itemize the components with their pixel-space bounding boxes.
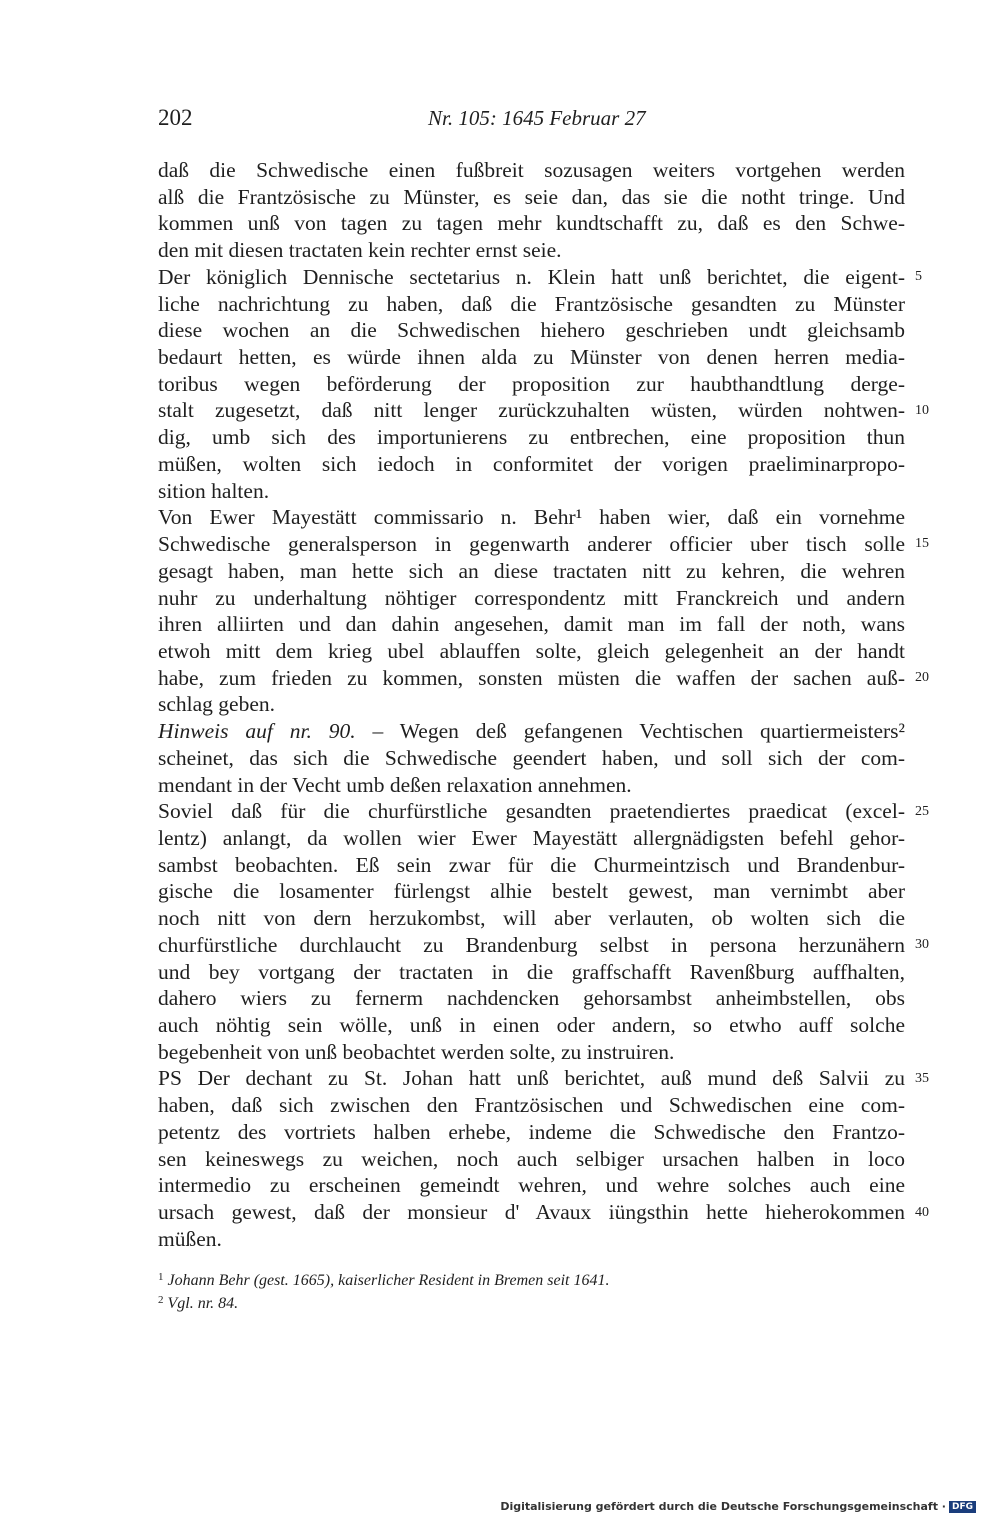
text-line: petentz des vortriets halben erhebe, indeme die Schwedische den Frantzo- bbox=[158, 1119, 905, 1144]
text-line: bedaurt hetten, es würde ihnen alda zu Münster von denen herren media- bbox=[158, 345, 905, 370]
text-line: etwoh mitt dem krieg ubel ablauffen solte, gleich gelegenheit an der handt bbox=[158, 638, 905, 663]
page-number: 202 bbox=[158, 105, 193, 130]
footnote-mark: 1 bbox=[158, 1271, 164, 1283]
text-line: daß die Schwedische einen fußbreit sozusagen weiters vortgehen werden bbox=[158, 158, 905, 182]
cross-reference: Hinweis auf nr. 90. bbox=[158, 719, 356, 744]
text-line: toribus wegen beförderung der proposition zur haubthandtlung derge- bbox=[158, 371, 905, 396]
text-line: schlag geben. bbox=[158, 692, 276, 717]
text-line: den mit diesen tractaten kein rechter ernst seie. bbox=[158, 238, 562, 263]
text-line: Soviel daß für die churfürstliche gesandten praetendiertes praedicat (excel- bbox=[158, 799, 905, 824]
dfg-logo: DFG bbox=[949, 1501, 976, 1513]
line-number: 35 bbox=[915, 1070, 929, 1086]
text-line: mendant in der Vecht umb deßen relaxation annehmen. bbox=[158, 772, 632, 797]
text-line bbox=[158, 718, 905, 745]
text-line: alß die Frantzösische zu Münster, es seie dan, das sie die notht tringe. Und bbox=[158, 184, 905, 209]
line-number: 10 bbox=[915, 402, 929, 418]
text-line: kommen unß von tagen zu tagen mehr kundtschafft zu, daß es den Schwe- bbox=[158, 211, 905, 236]
text-line: lentz) anlangt, da wollen wier Ewer Mayestätt allergnädigsten befehl gehor- bbox=[158, 825, 905, 850]
footnote bbox=[158, 1266, 905, 1289]
text-line: PS Der dechant zu St. Johan hatt unß berichtet, auß mund deß Salvii zu bbox=[158, 1066, 905, 1091]
text-line: habe, zum frieden zu kommen, sonsten müsten die waffen der sachen auß- bbox=[158, 665, 905, 690]
footnotes bbox=[158, 1266, 905, 1312]
text-line: gesagt haben, man hette sich an diese tractaten nitt zu kehren, die wehren bbox=[158, 558, 905, 583]
text-line: haben, daß sich zwischen den Frantzösischen und Schwedischen eine com- bbox=[158, 1093, 905, 1118]
line-number: 15 bbox=[915, 536, 929, 552]
text-line: churfürstliche durchlaucht zu Brandenburg selbst in persona herzunähern bbox=[158, 932, 905, 957]
text-line: nuhr zu underhaltung nöhtiger correspondentz mitt Franckreich und andern bbox=[158, 585, 905, 610]
text-line: sition halten. bbox=[158, 478, 270, 503]
text-line: gische die losamenter fürlengst alhie bestelt gewest, man vernimbt aber bbox=[158, 879, 905, 904]
dfg-credit bbox=[500, 1500, 976, 1513]
running-head: Nr. 105: 1645 Februar 27 bbox=[428, 106, 646, 130]
footnote bbox=[158, 1289, 905, 1312]
footnote-text: Johann Behr (gest. 1665), kaiserlicher Resident in Bremen seit 1641. bbox=[167, 1272, 610, 1289]
text-line: Schwedische generalsperson in gegenwarth anderer officier uber tisch solle bbox=[158, 532, 905, 557]
text-line: Der königlich Dennische sectetarius n. Klein hatt unß berichtet, die eigent- bbox=[158, 264, 905, 289]
body-text bbox=[158, 157, 905, 1252]
text-line: Von Ewer Mayestätt commissario n. Behr¹ haben wier, daß ein vornehme bbox=[158, 505, 905, 530]
text-line: noch nitt von dern herzukombst, will aber verlauten, ob wolten sich die bbox=[158, 906, 905, 931]
line-number: 25 bbox=[915, 803, 929, 819]
text-line: und bey vortgang der tractaten in die graffschafft Ravenßburg auffhalten, bbox=[158, 959, 905, 984]
text-line: müßen, wolten sich iedoch in conformitet der vorigen praeliminarpropo- bbox=[158, 451, 905, 476]
text-line: diese wochen an die Schwedischen hiehero geschrieben undt gleichsamb bbox=[158, 318, 905, 343]
text-line: liche nachrichtung zu haben, daß die Frantzösische gesandten zu Münster bbox=[158, 291, 905, 316]
footnote-mark: 2 bbox=[158, 1294, 164, 1306]
line-number: 30 bbox=[915, 937, 929, 953]
text-line: sen keineswegs zu weichen, noch auch selbiger ursachen halben in loco bbox=[158, 1146, 905, 1171]
text-line: auch nöhtig sein wölle, unß in einen oder andern, so etwho auff solche bbox=[158, 1013, 905, 1037]
text-line: scheinet, das sich die Schwedische geendert haben, und soll sich der com- bbox=[158, 745, 905, 770]
line-number: 5 bbox=[915, 268, 922, 284]
text-line: sambst beobachten. Eß sein zwar für die Churmeintzisch und Brandenbur- bbox=[158, 852, 905, 877]
text-line-rest: – Wegen deß gefangenen Vechtischen quartiermeisters² bbox=[372, 719, 905, 744]
text-line: ursach gewest, daß der monsieur d' Avaux iüngsthin hette hieherokommen bbox=[158, 1200, 905, 1225]
line-number: 20 bbox=[915, 669, 929, 685]
text-line: dahero wiers zu fernerm nachdencken gehorsambst anheimbstellen, obs bbox=[158, 986, 905, 1011]
text-line: ihren alliirten und dan dahin angesehen, damit man im fall der noth, wans bbox=[158, 612, 905, 637]
line-number: 40 bbox=[915, 1204, 929, 1220]
text-line: intermedio zu erscheinen gemeindt wehren, und wehre solches auch eine bbox=[158, 1173, 905, 1198]
text-line: begebenheit von unß beobachtet werden solte, zu instruiren. bbox=[158, 1039, 675, 1064]
footnote-text: Vgl. nr. 84. bbox=[167, 1295, 239, 1312]
text-line: müßen. bbox=[158, 1226, 222, 1251]
text-line: stalt zugesetzt, daß nitt lenger zurückzuhalten wüsten, würden nohtwen- bbox=[158, 398, 905, 423]
text-line: dig, umb sich des importunierens zu entbrechen, eine proposition thun bbox=[158, 425, 905, 450]
credit-text: Digitalisierung gefördert durch die Deutsche Forschungsgemeinschaft · bbox=[500, 1500, 946, 1513]
